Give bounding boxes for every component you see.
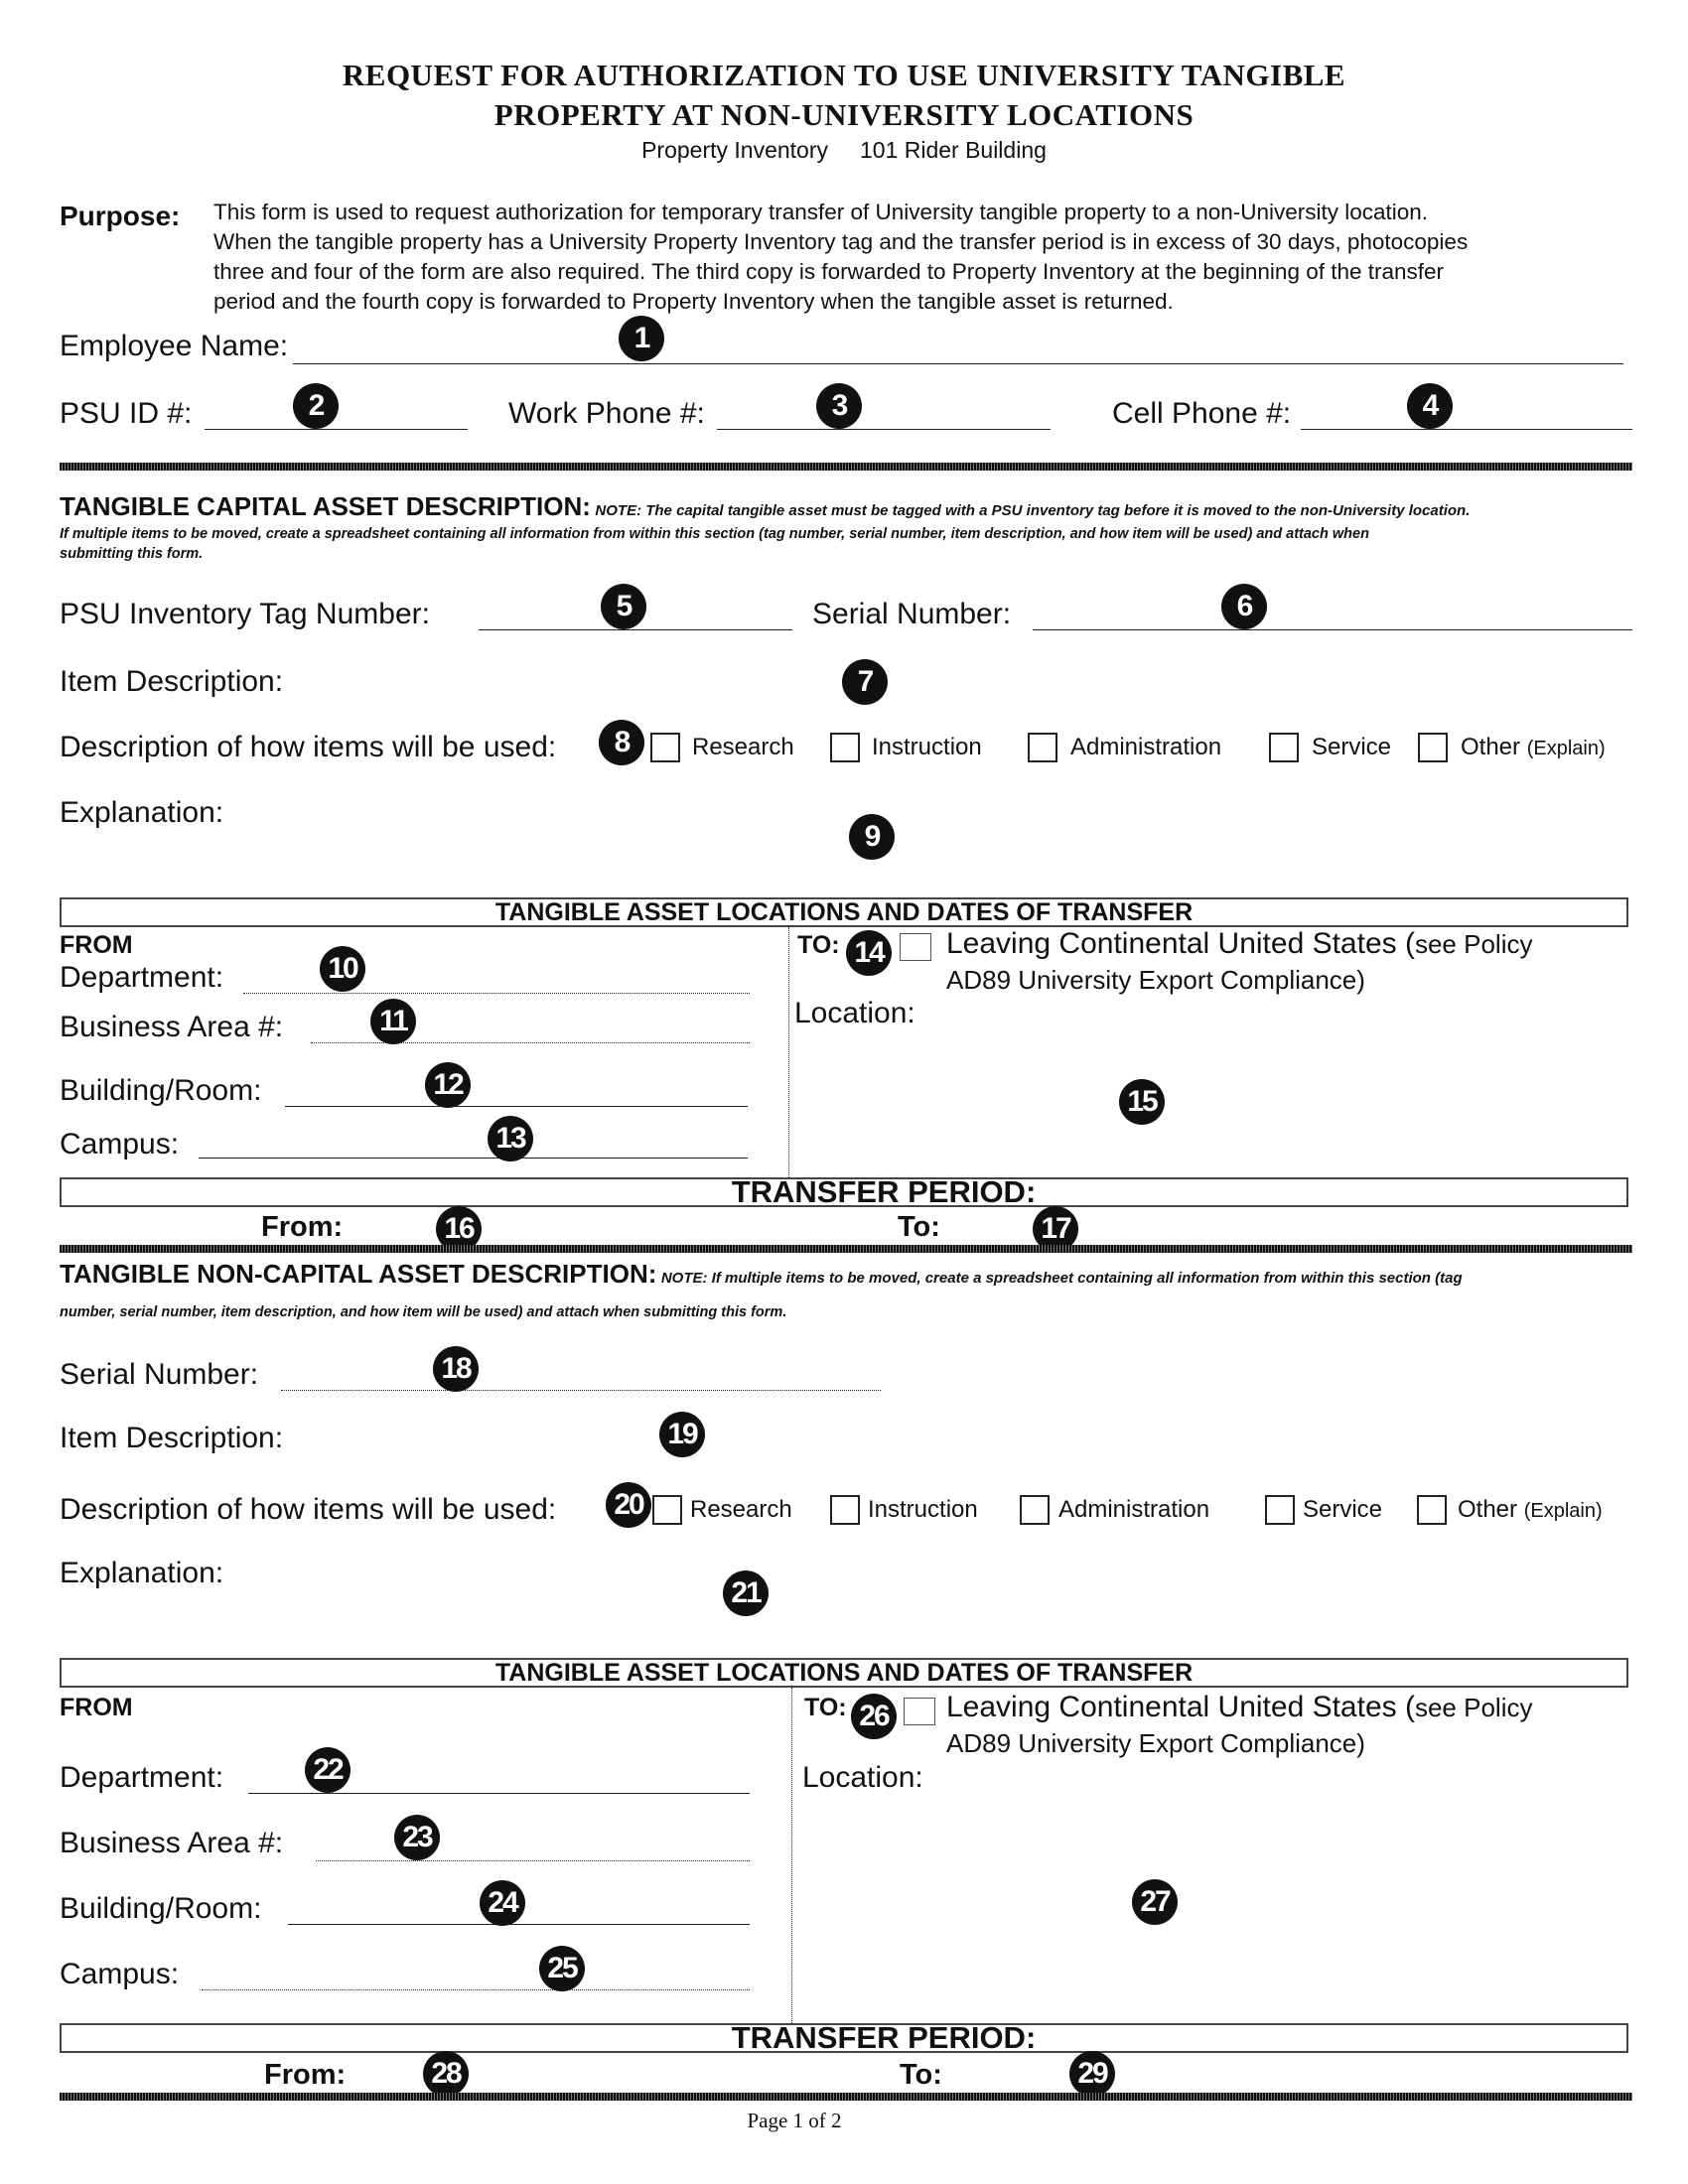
locations-heading: TANGIBLE ASSET LOCATIONS AND DATES OF TRANSFER (494, 898, 1194, 926)
explanation-label: Explanation: (60, 796, 224, 829)
research-checkbox[interactable] (650, 733, 680, 762)
serial-number-field[interactable] (1033, 629, 1632, 630)
nc-transfer-to-label: To: (900, 2059, 942, 2091)
field-marker-3: 3 (816, 383, 862, 429)
office-name: Property Inventory (641, 137, 828, 163)
field-marker-23: 23 (394, 1815, 440, 1860)
field-marker-12: 12 (425, 1062, 471, 1108)
capital-note-line3: submitting this form. (60, 546, 204, 562)
leaving-us-text: Leaving Continental United States ( (946, 927, 1415, 960)
leaving-us-label (946, 927, 1532, 961)
psu-id-field[interactable] (205, 429, 468, 430)
office-address: 101 Rider Building (859, 137, 1047, 163)
business-area-field[interactable] (311, 1042, 750, 1043)
nc-service-checkbox[interactable] (1265, 1495, 1295, 1525)
capital-note: NOTE: The capital tangible asset must be tagged with a PSU inventory tag before it is moved to the non-University location. (595, 502, 1471, 519)
policy-text: see Policy (1414, 929, 1533, 959)
nc-serial-number-label: Serial Number: (60, 1358, 259, 1391)
field-marker-14: 14 (846, 930, 892, 976)
building-room-field[interactable] (285, 1106, 748, 1107)
field-marker-1: 1 (619, 316, 664, 361)
tag-number-label: PSU Inventory Tag Number: (60, 598, 430, 630)
nc-locations-divider (791, 1688, 792, 2023)
transfer-from-label: From: (261, 1211, 344, 1243)
field-marker-18: 18 (433, 1346, 479, 1392)
service-label: Service (1312, 734, 1392, 760)
purpose-text (213, 198, 1643, 317)
field-marker-4: 4 (1407, 383, 1453, 429)
business-area-label: Business Area #: (60, 1011, 284, 1043)
purpose-label: Purpose: (60, 201, 181, 231)
nc-instruction-label: Instruction (868, 1496, 978, 1523)
other-checkbox[interactable] (1418, 733, 1448, 762)
tag-number-field[interactable] (479, 629, 792, 630)
field-marker-2: 2 (293, 383, 339, 429)
nc-research-label: Research (690, 1496, 792, 1523)
to-heading: TO: (797, 931, 840, 959)
nc-other-checkbox[interactable] (1417, 1495, 1447, 1525)
nc-instruction-checkbox[interactable] (830, 1495, 860, 1525)
field-marker-20: 20 (606, 1482, 651, 1528)
purpose-line: This form is used to request authorization for temporary transfer of University tangible property to a non-University location. (213, 200, 1429, 224)
transfer-period-heading: TRANSFER PERIOD: (731, 1174, 1037, 1209)
nc-administration-checkbox[interactable] (1020, 1495, 1050, 1525)
nc-serial-number-field[interactable] (281, 1390, 881, 1391)
cell-phone-field[interactable] (1301, 429, 1632, 430)
administration-checkbox[interactable] (1028, 733, 1057, 762)
noncapital-heading-block (60, 1259, 1648, 1289)
field-marker-5: 5 (601, 584, 646, 629)
field-marker-27: 27 (1132, 1879, 1178, 1925)
nc-leaving-us-text: Leaving Continental United States ( (946, 1691, 1415, 1723)
purpose-line: period and the fourth copy is forwarded to Property Inventory when the tangible asset is returned. (213, 289, 1174, 314)
purpose-line: When the tangible property has a University Property Inventory tag and the transfer period is in excess of 30 days, photocopies (213, 229, 1469, 254)
research-label: Research (692, 734, 794, 760)
nc-location-label: Location: (802, 1761, 923, 1794)
nc-business-area-field[interactable] (316, 1860, 750, 1861)
field-marker-16: 16 (436, 1206, 482, 1252)
locations-divider (788, 927, 789, 1177)
usage-label: Description of how items will be used: (60, 731, 557, 763)
field-marker-17: 17 (1033, 1206, 1078, 1252)
noncapital-note: NOTE: If multiple items to be moved, create a spreadsheet containing all information from within this section (tag (660, 1270, 1463, 1287)
item-description-label: Item Description: (60, 665, 284, 698)
nc-service-label: Service (1303, 1496, 1383, 1523)
field-marker-9: 9 (849, 814, 895, 860)
psu-id-label: PSU ID #: (60, 397, 193, 430)
field-marker-29: 29 (1069, 2051, 1115, 2097)
field-marker-24: 24 (480, 1880, 525, 1926)
nc-research-checkbox[interactable] (652, 1495, 682, 1525)
department-label: Department: (60, 961, 224, 994)
serial-number-label: Serial Number: (812, 598, 1012, 630)
nc-from-heading: FROM (60, 1694, 133, 1721)
field-marker-13: 13 (488, 1116, 533, 1161)
section-divider (60, 2093, 1632, 2101)
explain-text: (Explain) (1526, 738, 1606, 759)
capital-heading-block (60, 491, 1648, 521)
nc-campus-label: Campus: (60, 1958, 180, 1990)
nc-building-room-field[interactable] (288, 1924, 750, 1925)
nc-explain-text: (Explain) (1523, 1500, 1603, 1522)
field-marker-25: 25 (539, 1946, 585, 1991)
nc-transfer-from-label: From: (264, 2059, 347, 2091)
form-title-line1: REQUEST FOR AUTHORIZATION TO USE UNIVERSITY TANGIBLE (342, 58, 1346, 92)
nc-leaving-us-checkbox[interactable] (904, 1698, 935, 1725)
location-label: Location: (794, 997, 915, 1029)
building-room-label: Building/Room: (60, 1074, 262, 1107)
noncapital-note-line2: number, serial number, item description, and how item will be used) and attach when submitting this form. (60, 1304, 787, 1320)
cell-phone-label: Cell Phone #: (1112, 397, 1292, 430)
instruction-checkbox[interactable] (830, 733, 860, 762)
field-marker-10: 10 (320, 946, 365, 992)
section-divider (60, 463, 1632, 471)
field-marker-7: 7 (842, 659, 888, 705)
nc-to-heading: TO: (804, 1694, 847, 1721)
section-divider (60, 1245, 1632, 1253)
field-marker-26: 26 (851, 1694, 897, 1739)
field-marker-15: 15 (1119, 1079, 1165, 1125)
nc-transfer-period-heading: TRANSFER PERIOD: (731, 2020, 1037, 2055)
employee-name-field[interactable] (293, 363, 1623, 364)
field-marker-22: 22 (305, 1747, 351, 1793)
field-marker-28: 28 (423, 2051, 469, 2097)
other-text: Other (1461, 734, 1521, 760)
instruction-label: Instruction (872, 734, 982, 760)
nc-usage-label: Description of how items will be used: (60, 1493, 557, 1526)
other-label (1461, 734, 1606, 761)
field-marker-8: 8 (599, 720, 644, 765)
transfer-to-label: To: (898, 1211, 940, 1243)
campus-field[interactable] (199, 1158, 748, 1159)
department-field[interactable] (243, 993, 750, 994)
field-marker-6: 6 (1221, 584, 1267, 629)
field-marker-11: 11 (370, 999, 416, 1044)
field-marker-19: 19 (659, 1412, 705, 1457)
nc-locations-heading: TANGIBLE ASSET LOCATIONS AND DATES OF TRANSFER (494, 1659, 1194, 1687)
nc-policy-line2: AD89 University Export Compliance) (946, 1728, 1365, 1758)
leaving-us-checkbox[interactable] (900, 933, 931, 961)
capital-note-line2: If multiple items to be moved, create a spreadsheet containing all information from within this section (tag number, serial number, item description, and how item will be used) and attach when (60, 526, 1369, 542)
purpose-line: three and four of the form are also required. The third copy is forwarded to Property Inventory at the beginning of the transfer (213, 259, 1445, 284)
nc-building-room-label: Building/Room: (60, 1892, 262, 1925)
campus-label: Campus: (60, 1128, 180, 1160)
administration-label: Administration (1070, 734, 1222, 760)
nc-department-field[interactable] (248, 1793, 750, 1794)
from-heading: FROM (60, 931, 133, 959)
work-phone-label: Work Phone #: (508, 397, 705, 430)
work-phone-field[interactable] (717, 429, 1051, 430)
field-marker-21: 21 (723, 1570, 769, 1616)
nc-policy-text: see Policy (1414, 1693, 1533, 1722)
nc-explanation-label: Explanation: (60, 1557, 224, 1589)
locations-heading-box (60, 897, 1628, 927)
noncapital-heading: TANGIBLE NON-CAPITAL ASSET DESCRIPTION: (60, 1259, 657, 1289)
nc-leaving-us-label (946, 1691, 1532, 1724)
nc-item-description-label: Item Description: (60, 1422, 284, 1454)
capital-heading: TANGIBLE CAPITAL ASSET DESCRIPTION: (60, 491, 591, 521)
nc-department-label: Department: (60, 1761, 224, 1794)
form-title-line2: PROPERTY AT NON-UNIVERSITY LOCATIONS (493, 97, 1195, 132)
employee-name-label: Employee Name: (60, 330, 289, 362)
nc-locations-heading-box (60, 1658, 1628, 1688)
nc-administration-label: Administration (1058, 1496, 1210, 1523)
service-checkbox[interactable] (1269, 733, 1299, 762)
nc-campus-field[interactable] (202, 1989, 750, 1990)
nc-business-area-label: Business Area #: (60, 1827, 284, 1859)
policy-line2: AD89 University Export Compliance) (946, 965, 1365, 995)
nc-other-label (1458, 1496, 1603, 1524)
form-office (0, 137, 1688, 164)
page-number: Page 1 of 2 (747, 2109, 842, 2132)
nc-other-text: Other (1458, 1496, 1518, 1523)
